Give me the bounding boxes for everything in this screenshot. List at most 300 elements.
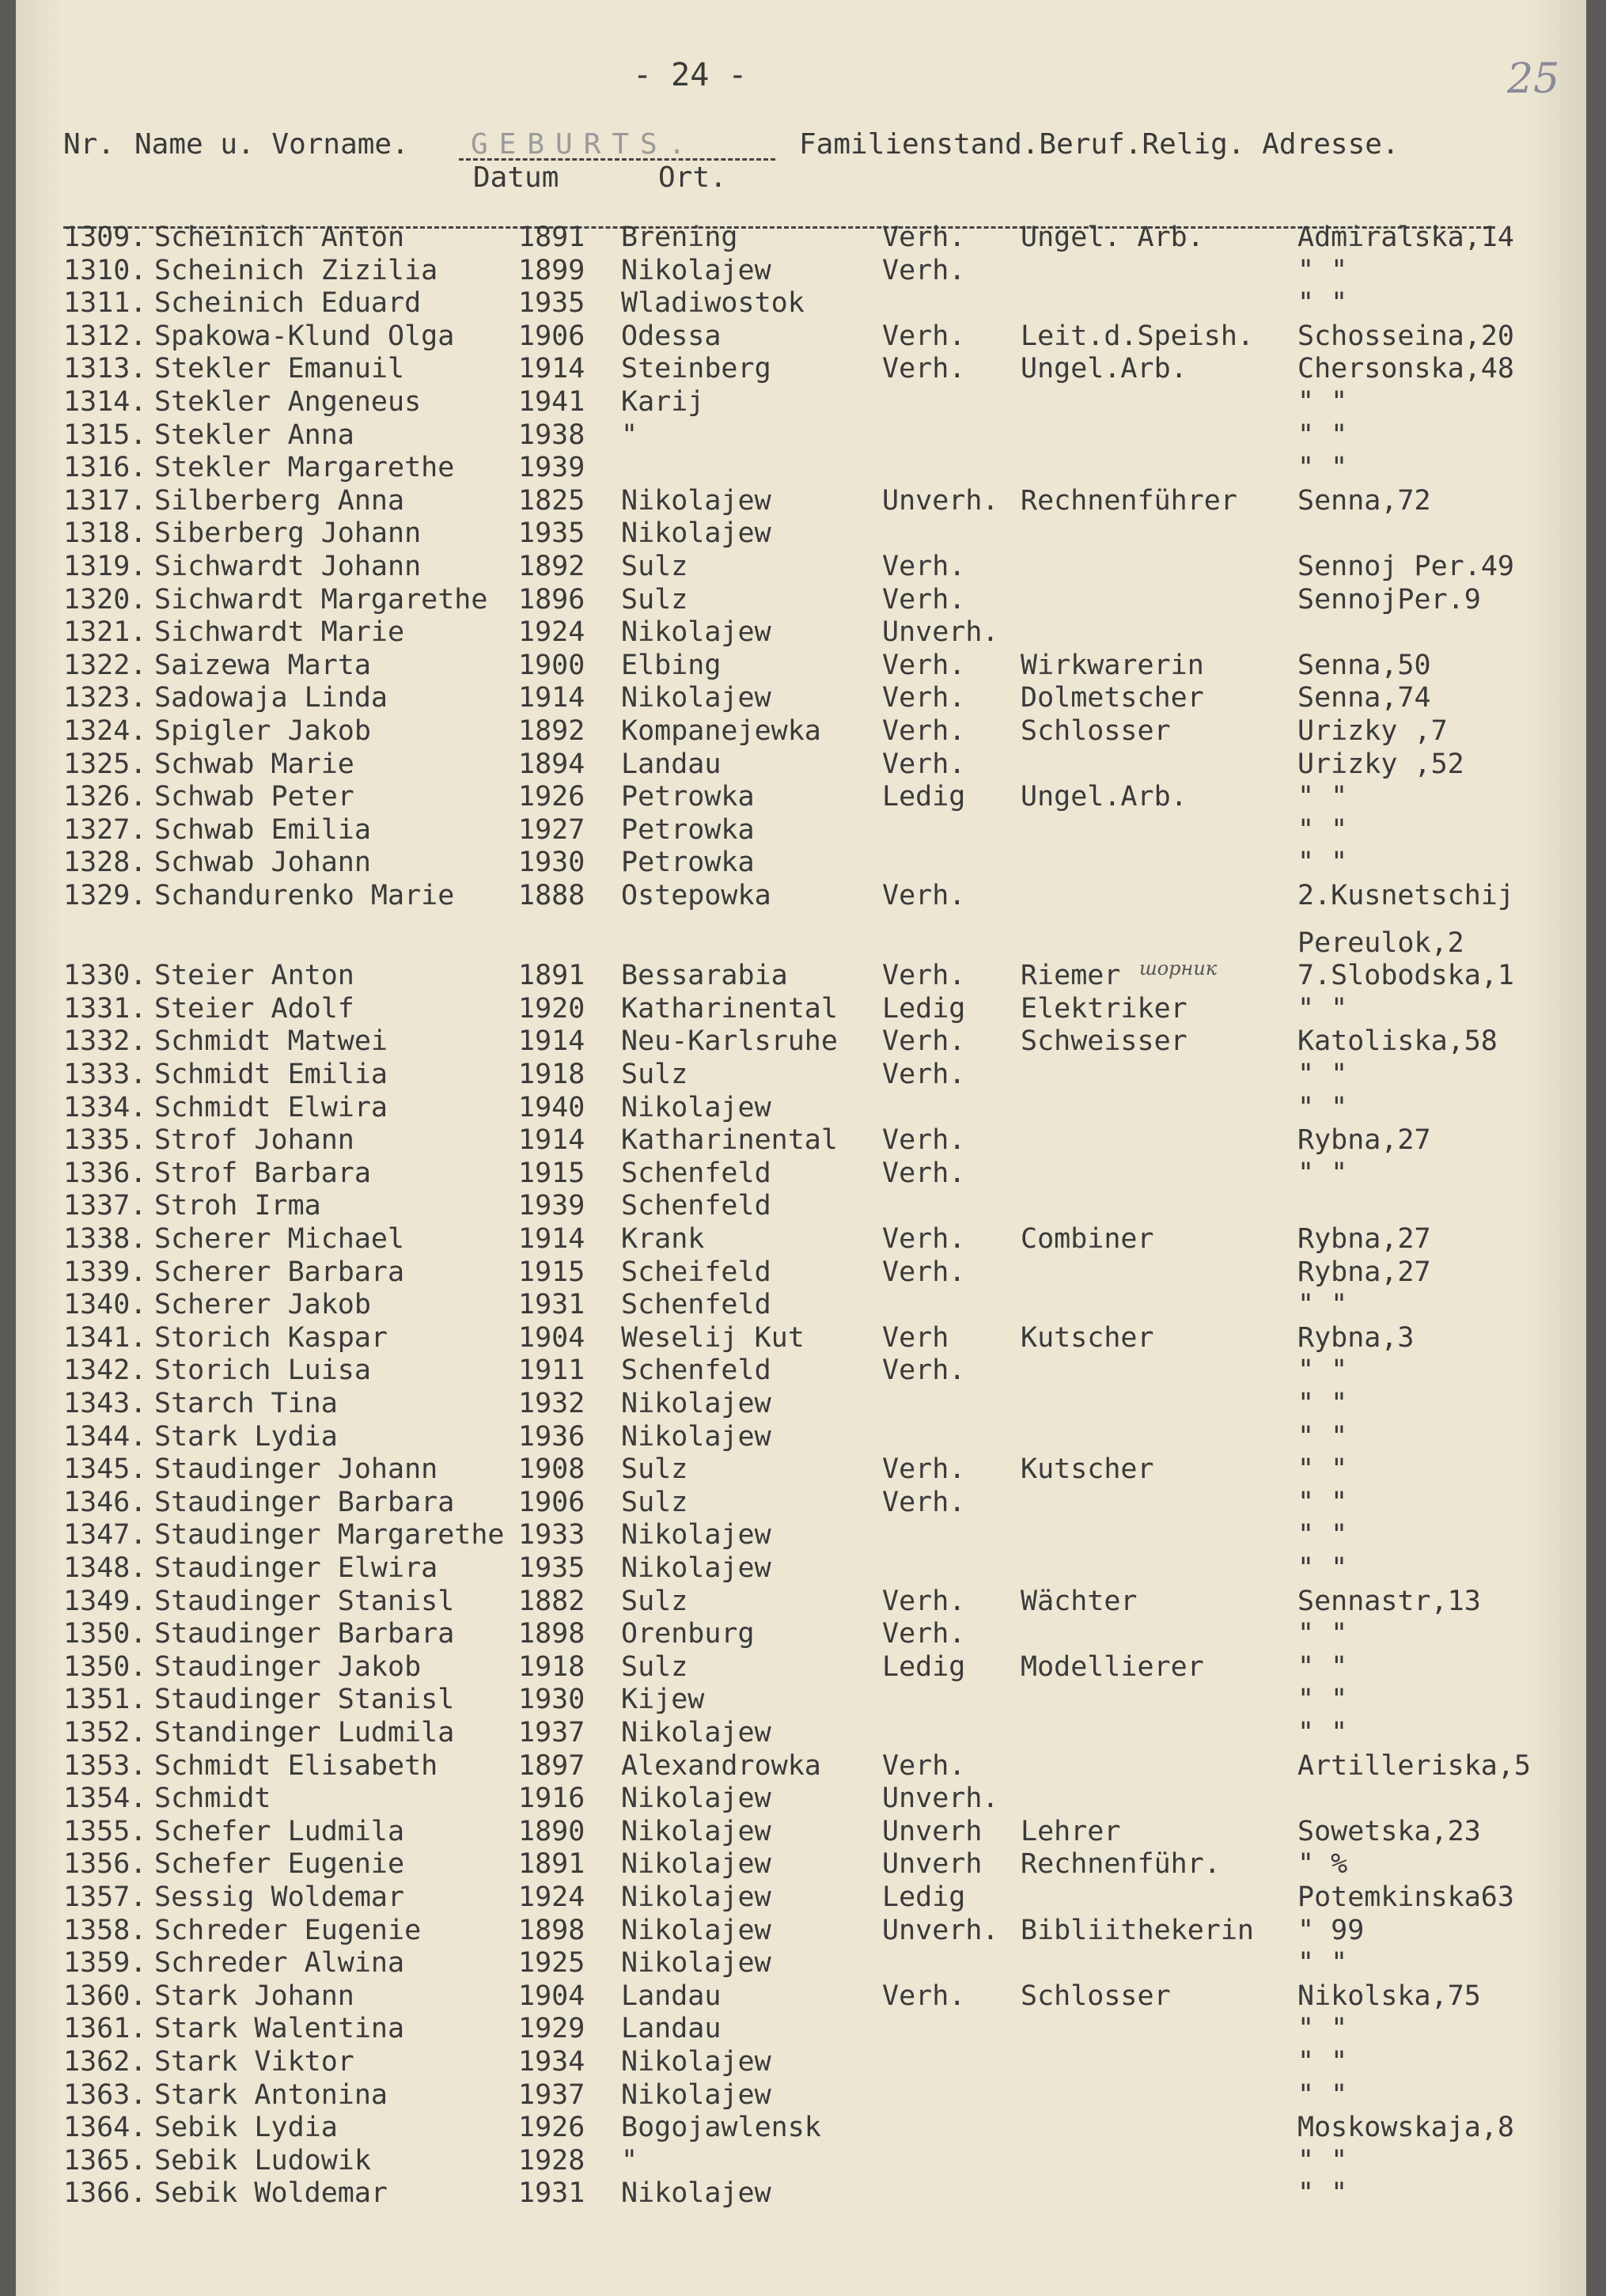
cell-name: Storich Kaspar (154, 1321, 388, 1354)
cell-addr: " " (1297, 287, 1348, 320)
cell-name: Staudinger Johann (154, 1453, 438, 1486)
cell-nr: 1311. (63, 287, 147, 320)
cell-addr: " " (1297, 1650, 1348, 1683)
cell-addr: " " (1297, 2177, 1348, 2210)
cell-year: 1915 (518, 1157, 585, 1189)
cell-beruf: Dolmetscher (1021, 682, 1204, 714)
cell-ort: Nikolajew (621, 2046, 771, 2078)
cell-year: 1939 (518, 452, 585, 484)
cell-ort: " (621, 2144, 638, 2177)
cell-name: Stekler Anna (154, 419, 354, 451)
cell-fam: Verh. (882, 748, 966, 780)
cell-ort: Nikolajew (621, 2078, 771, 2111)
cell-year: 1918 (518, 1059, 585, 1090)
cell-ort: Weselij Kut (621, 1321, 805, 1354)
cell-ort: Scheifeld (621, 1256, 771, 1288)
cell-nr: 1352. (63, 1717, 147, 1749)
cell-beruf: Schweisser (1021, 1025, 1187, 1058)
cell-addr: Artilleriska,5 (1297, 1749, 1532, 1782)
cell-beruf: Bibliithekerin (1021, 1914, 1255, 1946)
cell-name: Strof Barbara (154, 1157, 371, 1189)
cell-nr: 1323. (63, 682, 147, 714)
cell-year: 1930 (518, 847, 585, 879)
cell-name: Standinger Ludmila (154, 1717, 455, 1749)
cell-year: 1891 (518, 960, 585, 992)
cell-name: Scherer Michael (154, 1223, 405, 1255)
cell-ort: Steinberg (621, 353, 771, 385)
cell-year: 1920 (518, 992, 585, 1025)
cell-year: 1892 (518, 715, 585, 747)
cell-addr: " " (1297, 813, 1348, 846)
cell-fam: Verh. (882, 960, 966, 992)
cell-year: 1926 (518, 781, 585, 813)
cell-name: Sessig Woldemar (154, 1881, 405, 1913)
cell-beruf: Wirkwarerin (1021, 649, 1204, 681)
cell-nr: 1339. (63, 1256, 147, 1288)
cell-addr: Urizky ,7 (1297, 715, 1448, 747)
cell-ort: Petrowka (621, 847, 755, 879)
cell-addr: " " (1297, 452, 1348, 484)
cell-fam: Unverh. (882, 616, 999, 649)
cell-ort: Schenfeld (621, 1289, 771, 1321)
cell-ort: Nikolajew (621, 1848, 771, 1881)
cell-name: Schmidt (154, 1783, 271, 1815)
cell-nr: 1319. (63, 551, 147, 582)
header-ort: Ort. (658, 161, 727, 194)
cell-name: Stark Viktor (154, 2046, 354, 2078)
cell-ort: Neu-Karlsruhe (621, 1025, 838, 1058)
cell-fam: Ledig (882, 992, 966, 1025)
cell-year: 1891 (518, 222, 585, 253)
cell-fam: Verh. (882, 583, 966, 616)
cell-addr: Schosseina,20 (1297, 320, 1514, 352)
cell-ort: Nikolajew (621, 1947, 771, 1980)
cell-name: Steier Adolf (154, 992, 354, 1025)
cell-addr: " " (1297, 1091, 1348, 1123)
cell-ort: Petrowka (621, 781, 755, 813)
header-familienstand: Familienstand.Beruf.Relig. Adresse. (799, 128, 1400, 161)
cell-nr: 1317. (63, 484, 147, 517)
cell-year: 1924 (518, 616, 585, 649)
cell-year: 1936 (518, 1420, 585, 1453)
cell-fam: Unverh. (882, 484, 999, 517)
cell-ort: Nikolajew (621, 254, 771, 286)
cell-name: Scherer Jakob (154, 1289, 371, 1321)
cell-name: Saizewa Marta (154, 649, 371, 681)
cell-ort: Nikolajew (621, 1783, 771, 1815)
cell-fam: Unverh. (882, 1783, 999, 1815)
cell-name: Schmidt Emilia (154, 1059, 388, 1090)
cell-year: 1899 (518, 254, 585, 286)
cell-nr: 1358. (63, 1914, 147, 1946)
cell-nr: 1313. (63, 353, 147, 385)
cell-name: Schreder Alwina (154, 1947, 405, 1980)
cell-nr: 1326. (63, 781, 147, 813)
cell-ort: Nikolajew (621, 682, 771, 714)
cell-nr: 1310. (63, 254, 147, 286)
cell-nr: 1327. (63, 813, 147, 846)
cell-year: 1914 (518, 1223, 585, 1255)
cell-beruf: Elektriker (1021, 992, 1187, 1025)
cell-fam: Ledig (882, 1650, 966, 1683)
cell-beruf: Modellierer (1021, 1650, 1204, 1683)
page-number: - 24 - (633, 57, 748, 93)
cell-nr: 1341. (63, 1321, 147, 1354)
cell-addr: " " (1297, 1388, 1348, 1419)
header-name: Name u. Vorname. (134, 128, 409, 161)
cell-addr: Nikolska,75 (1297, 1980, 1481, 2012)
cell-name: Schmidt Matwei (154, 1025, 388, 1058)
cell-addr: " % (1297, 1848, 1348, 1881)
cell-fam: Verh. (882, 682, 966, 714)
cell-year: 1914 (518, 1025, 585, 1058)
cell-year: 1918 (518, 1650, 585, 1683)
cell-beruf: Combiner (1021, 1223, 1154, 1255)
cell-beruf: Rechnenführ. (1021, 1848, 1221, 1881)
cell-name: Schefer Eugenie (154, 1848, 405, 1881)
cell-nr: 1322. (63, 649, 147, 681)
cell-fam: Verh. (882, 1453, 966, 1486)
cell-nr: 1355. (63, 1815, 147, 1847)
cell-ort: Schenfeld (621, 1354, 771, 1387)
cell-addr: " " (1297, 386, 1348, 418)
cell-addr: Rybna,27 (1297, 1256, 1431, 1288)
cell-nr: 1325. (63, 748, 147, 780)
cell-year: 1932 (518, 1388, 585, 1419)
cell-addr: " " (1297, 1618, 1348, 1650)
cell-name: Sebik Ludowik (154, 2144, 371, 2177)
cell-name: Scheinich Eduard (154, 287, 422, 320)
cell-fam: Ledig (882, 781, 966, 813)
cell-addr: " " (1297, 1552, 1348, 1584)
cell-ort: Nikolajew (621, 1552, 771, 1584)
cell-nr: 1349. (63, 1585, 147, 1617)
cell-addr: Pereulok,2 (1297, 926, 1464, 959)
cell-nr: 1363. (63, 2078, 147, 2111)
cell-nr: 1332. (63, 1025, 147, 1058)
cell-year: 1940 (518, 1091, 585, 1123)
cell-ort: Nikolajew (621, 1420, 771, 1453)
cell-addr: Chersonska,48 (1297, 353, 1514, 385)
cell-name: Staudinger Jakob (154, 1650, 422, 1683)
cell-nr: 1346. (63, 1486, 147, 1518)
cell-name: Stekler Angeneus (154, 386, 422, 418)
register-table (16, 0, 1586, 2296)
cell-addr: " " (1297, 992, 1348, 1025)
cell-nr: 1348. (63, 1552, 147, 1584)
cell-addr: Katoliska,58 (1297, 1025, 1498, 1058)
cell-ort: Nikolajew (621, 616, 771, 649)
cell-year: 1931 (518, 2177, 585, 2210)
cell-year: 1916 (518, 1783, 585, 1815)
cell-ort: Landau (621, 1980, 722, 2012)
cell-ort: Nikolajew (621, 2177, 771, 2210)
cell-ort: Nikolajew (621, 1388, 771, 1419)
cell-ort: Alexandrowka (621, 1749, 821, 1782)
cell-nr: 1362. (63, 2046, 147, 2078)
cell-fam: Verh. (882, 1157, 966, 1189)
cell-ort: Sulz (621, 1486, 688, 1518)
cell-addr: " " (1297, 2078, 1348, 2111)
cell-year: 1933 (518, 1519, 585, 1552)
cell-name: Schefer Ludmila (154, 1815, 405, 1847)
cell-name: Staudinger Elwira (154, 1552, 438, 1584)
cell-nr: 1337. (63, 1190, 147, 1222)
cell-year: 1890 (518, 1815, 585, 1847)
cell-nr: 1309. (63, 222, 147, 253)
cell-name: Spigler Jakob (154, 715, 371, 747)
cell-name: Sebik Woldemar (154, 2177, 388, 2210)
cell-year: 1937 (518, 2078, 585, 2111)
cell-beruf: Schlosser (1021, 715, 1171, 747)
cell-fam: Verh. (882, 222, 966, 253)
cell-year: 1894 (518, 748, 585, 780)
cell-fam: Verh. (882, 1256, 966, 1288)
cell-year: 1882 (518, 1585, 585, 1617)
cell-year: 1914 (518, 1124, 585, 1157)
cell-year: 1937 (518, 1717, 585, 1749)
cell-fam: Verh. (882, 1618, 966, 1650)
cell-beruf: Leit.d.Speish. (1021, 320, 1255, 352)
cell-beruf: Lehrer (1021, 1815, 1121, 1847)
cell-name: Sebik Lydia (154, 2112, 338, 2144)
cell-fam: Unverh. (882, 1914, 999, 1946)
cell-addr: " " (1297, 847, 1348, 879)
cell-year: 1935 (518, 1552, 585, 1584)
handwritten-note: шорник (1139, 957, 1218, 979)
cell-year: 1914 (518, 682, 585, 714)
cell-nr: 1359. (63, 1947, 147, 1980)
cell-fam: Verh. (882, 320, 966, 352)
cell-addr: " " (1297, 419, 1348, 451)
cell-year: 1888 (518, 880, 585, 911)
cell-name: Schmidt Elisabeth (154, 1749, 438, 1782)
cell-nr: 1343. (63, 1388, 147, 1419)
cell-nr: 1356. (63, 1848, 147, 1881)
cell-year: 1892 (518, 551, 585, 582)
cell-fam: Verh. (882, 1585, 966, 1617)
cell-addr: " 99 (1297, 1914, 1365, 1946)
cell-ort: Odessa (621, 320, 722, 352)
cell-nr: 1351. (63, 1684, 147, 1716)
cell-year: 1928 (518, 2144, 585, 2177)
cell-ort: Nikolajew (621, 1914, 771, 1946)
cell-ort: Katharinental (621, 992, 838, 1025)
cell-addr: " " (1297, 1289, 1348, 1321)
cell-nr: 1364. (63, 2112, 147, 2144)
cell-name: Schwab Marie (154, 748, 354, 780)
cell-beruf: Ungel. Arb. (1021, 222, 1204, 253)
cell-nr: 1353. (63, 1749, 147, 1782)
cell-addr: Senna,50 (1297, 649, 1431, 681)
cell-year: 1934 (518, 2046, 585, 2078)
cell-beruf: Kutscher (1021, 1453, 1154, 1486)
cell-ort: Bogojawlensk (621, 2112, 821, 2144)
cell-nr: 1335. (63, 1124, 147, 1157)
cell-nr: 1344. (63, 1420, 147, 1453)
cell-fam: Verh. (882, 1749, 966, 1782)
cell-nr: 1354. (63, 1783, 147, 1815)
cell-addr: " " (1297, 1157, 1348, 1189)
cell-addr: " " (1297, 1684, 1348, 1716)
cell-addr: Sennoj Per.49 (1297, 551, 1514, 582)
cell-name: Schwab Emilia (154, 813, 371, 846)
cell-addr: Rybna,3 (1297, 1321, 1415, 1354)
cell-addr: Admiralska,14 (1297, 222, 1514, 253)
cell-addr: Moskowskaja,8 (1297, 2112, 1514, 2144)
cell-nr: 1330. (63, 960, 147, 992)
cell-fam: Verh (882, 1321, 949, 1354)
cell-ort: Sulz (621, 583, 688, 616)
cell-ort: Landau (621, 748, 722, 780)
cell-name: Sichwardt Johann (154, 551, 422, 582)
cell-year: 1898 (518, 1618, 585, 1650)
header-datum: Datum (473, 161, 559, 194)
cell-addr: " " (1297, 1486, 1348, 1518)
cell-addr: " " (1297, 1453, 1348, 1486)
cell-nr: 1342. (63, 1354, 147, 1387)
cell-name: Storich Luisa (154, 1354, 371, 1387)
cell-nr: 1361. (63, 2013, 147, 2045)
cell-fam: Verh. (882, 1980, 966, 2012)
cell-addr: Sowetska,23 (1297, 1815, 1481, 1847)
cell-nr: 1314. (63, 386, 147, 418)
cell-addr: 7.Slobodska,1 (1297, 960, 1514, 992)
cell-name: Stroh Irma (154, 1190, 321, 1222)
cell-name: Sichwardt Margarethe (154, 583, 488, 616)
cell-nr: 1333. (63, 1059, 147, 1090)
archive-page-stamp: 25 (1507, 55, 1560, 103)
cell-name: Stark Lydia (154, 1420, 338, 1453)
cell-year: 1897 (518, 1749, 585, 1782)
cell-year: 1924 (518, 1881, 585, 1913)
cell-fam: Verh. (882, 551, 966, 582)
cell-addr: 2.Kusnetschij (1297, 880, 1514, 911)
cell-year: 1930 (518, 1684, 585, 1716)
cell-name: Spakowa-Klund Olga (154, 320, 455, 352)
cell-addr: Urizky ,52 (1297, 748, 1464, 780)
cell-fam: Verh. (882, 1354, 966, 1387)
cell-year: 1929 (518, 2013, 585, 2045)
cell-addr: Potemkinska63 (1297, 1881, 1514, 1913)
cell-year: 1935 (518, 287, 585, 320)
cell-ort: Petrowka (621, 813, 755, 846)
cell-nr: 1315. (63, 419, 147, 451)
cell-nr: 1345. (63, 1453, 147, 1486)
cell-ort: Karij (621, 386, 705, 418)
cell-year: 1926 (518, 2112, 585, 2144)
cell-name: Staudinger Stanisl (154, 1684, 455, 1716)
cell-addr: Rybna,27 (1297, 1124, 1431, 1157)
cell-year: 1904 (518, 1980, 585, 2012)
cell-year: 1900 (518, 649, 585, 681)
cell-name: Scherer Barbara (154, 1256, 405, 1288)
header-nr: Nr. (63, 128, 116, 161)
cell-year: 1915 (518, 1256, 585, 1288)
cell-year: 1911 (518, 1354, 585, 1387)
cell-ort: Nikolajew (621, 1519, 771, 1552)
cell-nr: 1357. (63, 1881, 147, 1913)
cell-addr: Senna,74 (1297, 682, 1431, 714)
cell-ort: Landau (621, 2013, 722, 2045)
cell-name: Sichwardt Marie (154, 616, 405, 649)
cell-year: 1896 (518, 583, 585, 616)
cell-addr: Rybna,27 (1297, 1223, 1431, 1255)
cell-name: Schandurenko Marie (154, 880, 455, 911)
cell-addr: " " (1297, 1059, 1348, 1090)
cell-fam: Verh. (882, 254, 966, 286)
header-geburts: GEBURTS. (471, 128, 697, 161)
cell-addr: Senna,72 (1297, 484, 1431, 517)
cell-nr: 1340. (63, 1289, 147, 1321)
cell-addr: " " (1297, 1354, 1348, 1387)
cell-ort: Wladiwostok (621, 287, 805, 320)
cell-year: 1825 (518, 484, 585, 517)
cell-name: Staudinger Stanisl (154, 1585, 455, 1617)
cell-fam: Verh. (882, 1124, 966, 1157)
cell-year: 1935 (518, 517, 585, 550)
cell-ort: Sulz (621, 551, 688, 582)
cell-fam: Ledig (882, 1881, 966, 1913)
cell-beruf: Kutscher (1021, 1321, 1154, 1354)
cell-year: 1931 (518, 1289, 585, 1321)
cell-ort: Sulz (621, 1650, 688, 1683)
cell-name: Stekler Emanuil (154, 353, 405, 385)
cell-beruf: Schlosser (1021, 1980, 1171, 2012)
cell-ort: Nikolajew (621, 517, 771, 550)
cell-name: Starch Tina (154, 1388, 338, 1419)
cell-fam: Verh. (882, 1025, 966, 1058)
cell-ort: Sulz (621, 1059, 688, 1090)
cell-name: Sadowaja Linda (154, 682, 388, 714)
cell-addr: " " (1297, 1519, 1348, 1552)
cell-ort: Kompanejewka (621, 715, 821, 747)
cell-nr: 1366. (63, 2177, 147, 2210)
cell-name: Strof Johann (154, 1124, 354, 1157)
cell-beruf: Wächter (1021, 1585, 1138, 1617)
cell-name: Schwab Peter (154, 781, 354, 813)
cell-ort: Schenfeld (621, 1157, 771, 1189)
cell-ort: Krank (621, 1223, 705, 1255)
cell-fam: Verh. (882, 880, 966, 911)
cell-year: 1927 (518, 813, 585, 846)
cell-fam: Unverh (882, 1815, 983, 1847)
cell-nr: 1316. (63, 452, 147, 484)
cell-beruf: Riemer (1021, 960, 1121, 992)
cell-name: Scheinich Anton (154, 222, 405, 253)
cell-name: Stekler Margarethe (154, 452, 455, 484)
cell-nr: 1360. (63, 1980, 147, 2012)
cell-name: Staudinger Barbara (154, 1618, 455, 1650)
cell-nr: 1365. (63, 2144, 147, 2177)
cell-year: 1914 (518, 353, 585, 385)
cell-addr: " " (1297, 781, 1348, 813)
cell-year: 1904 (518, 1321, 585, 1354)
cell-nr: 1350. (63, 1618, 147, 1650)
cell-addr: SennojPer.9 (1297, 583, 1481, 616)
cell-year: 1908 (518, 1453, 585, 1486)
cell-ort: Nikolajew (621, 1815, 771, 1847)
cell-name: Staudinger Barbara (154, 1486, 455, 1518)
cell-fam: Verh. (882, 649, 966, 681)
cell-nr: 1329. (63, 880, 147, 911)
cell-year: 1939 (518, 1190, 585, 1222)
cell-year: 1925 (518, 1947, 585, 1980)
cell-nr: 1331. (63, 992, 147, 1025)
cell-fam: Verh. (882, 1059, 966, 1090)
cell-nr: 1334. (63, 1091, 147, 1123)
cell-name: Siberberg Johann (154, 517, 422, 550)
